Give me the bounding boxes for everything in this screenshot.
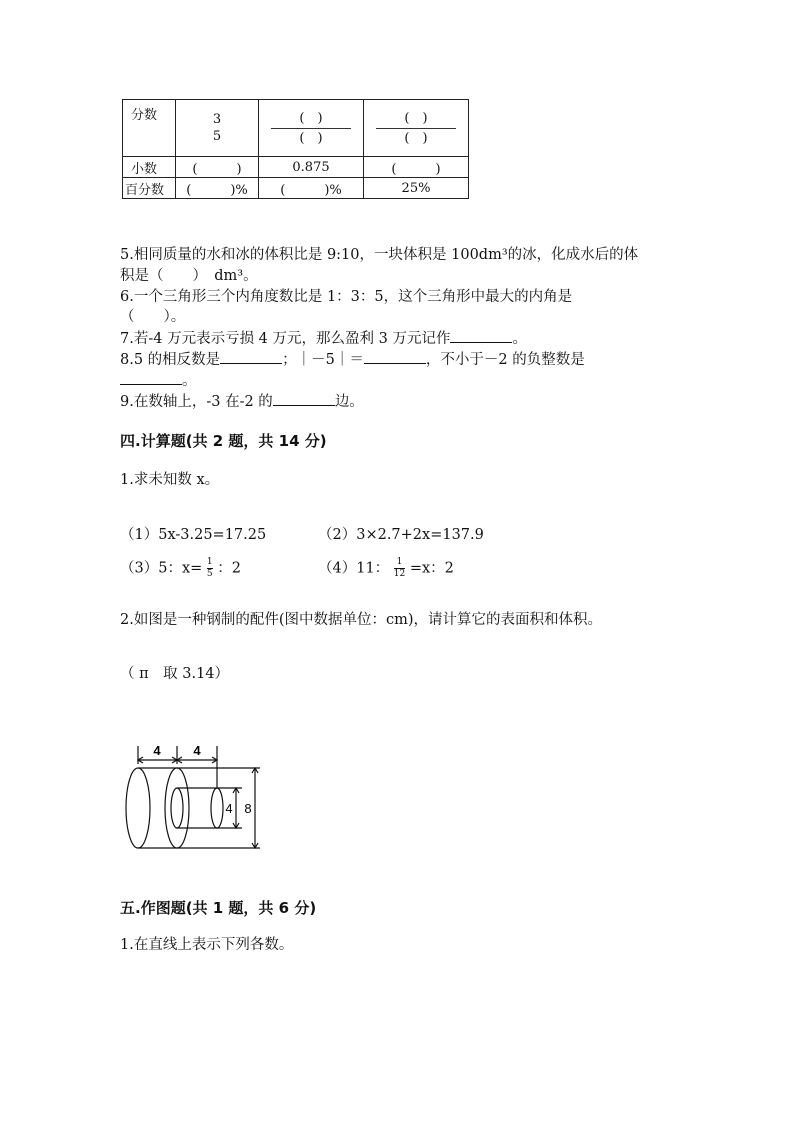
section-4-q1: 1.求未知数 x。 (120, 472, 220, 488)
equation-1: （1）5x-3.25=17.25 (120, 527, 267, 543)
equation-3: （3）5：$x= \frac{1}{5}$ ：2 (120, 557, 241, 579)
section-5-title: 五.作图题(共 1 题，共 6 分) (120, 899, 317, 917)
answer-blank[interactable] (364, 349, 426, 364)
equation-4: （4）11： $\frac{1}{12} =x$：2 (318, 557, 454, 579)
fraction-one-twelfth: $\frac{1}{12}$ (393, 557, 406, 579)
row-label-fraction: 分数 (123, 100, 176, 157)
dim-label-inner: 4 (225, 801, 233, 816)
cell-fraction-1: 3 5 (176, 100, 259, 157)
question-6-line-2: （ ）。 (120, 309, 186, 325)
answer-blank[interactable] (450, 328, 512, 343)
question-8-line-1: 8.5 的相反数是 ；｜－5｜＝ ，不小于－2 的负整数是 (120, 349, 585, 371)
question-5-line-1: 5.相同质量的水和冰的体积比是 9:10，一块体积是 100dm³的冰，化成水后的体 (120, 247, 639, 263)
cell-percent-2: ( )% (259, 178, 364, 199)
section-4-title: 四.计算题(共 2 题，共 14 分) (120, 432, 327, 450)
answer-blank[interactable] (120, 370, 182, 385)
section-4-q2: 2.如图是一种钢制的配件(图中数据单位：cm)，请计算它的表面积和体积。 (120, 612, 603, 628)
answer-blank[interactable] (273, 391, 335, 406)
question-6-line-1: 6.一个三角形三个内角度数比是 1：3：5，这个三角形中最大的内角是 (120, 289, 573, 305)
dim-label-left: 4 (153, 743, 161, 758)
dim-label-outer: 8 (244, 801, 252, 816)
section-5-q1: 1.在直线上表示下列各数。 (120, 937, 294, 953)
cell-decimal-1: ( ) (176, 157, 259, 178)
fraction-one-fifth: $\frac{1}{5}$ (206, 557, 213, 579)
question-7: 7.若-4 万元表示亏损 4 万元，那么盈利 3 万元记作 。 (120, 328, 527, 350)
cell-fraction-2: $\frac{( )}{( )}$ (259, 100, 364, 157)
answer-blank[interactable] (220, 349, 282, 364)
steel-part-figure (118, 738, 268, 856)
question-9: 9.在数轴上，-3 在-2 的 边。 (120, 391, 364, 413)
cell-fraction-3: $\frac{( )}{( )}$ (364, 100, 469, 157)
pi-note: （ π 取 3.14） (120, 666, 230, 682)
cell-percent-3: 25% (364, 178, 469, 199)
cell-decimal-3: ( ) (364, 157, 469, 178)
cell-percent-1: ( )% (176, 178, 259, 199)
question-8-line-2: 。 (120, 370, 197, 392)
row-label-decimal: 小数 (123, 157, 176, 178)
row-label-percent: 百分数 (123, 178, 176, 199)
cell-decimal-2: 0.875 (259, 157, 364, 178)
dim-label-right: 4 (193, 743, 201, 758)
conversion-table (122, 99, 469, 199)
question-5-line-2: 积是（ ） dm³。 (120, 268, 258, 284)
equation-2: （2）3×2.7+2x=137.9 (318, 527, 484, 543)
